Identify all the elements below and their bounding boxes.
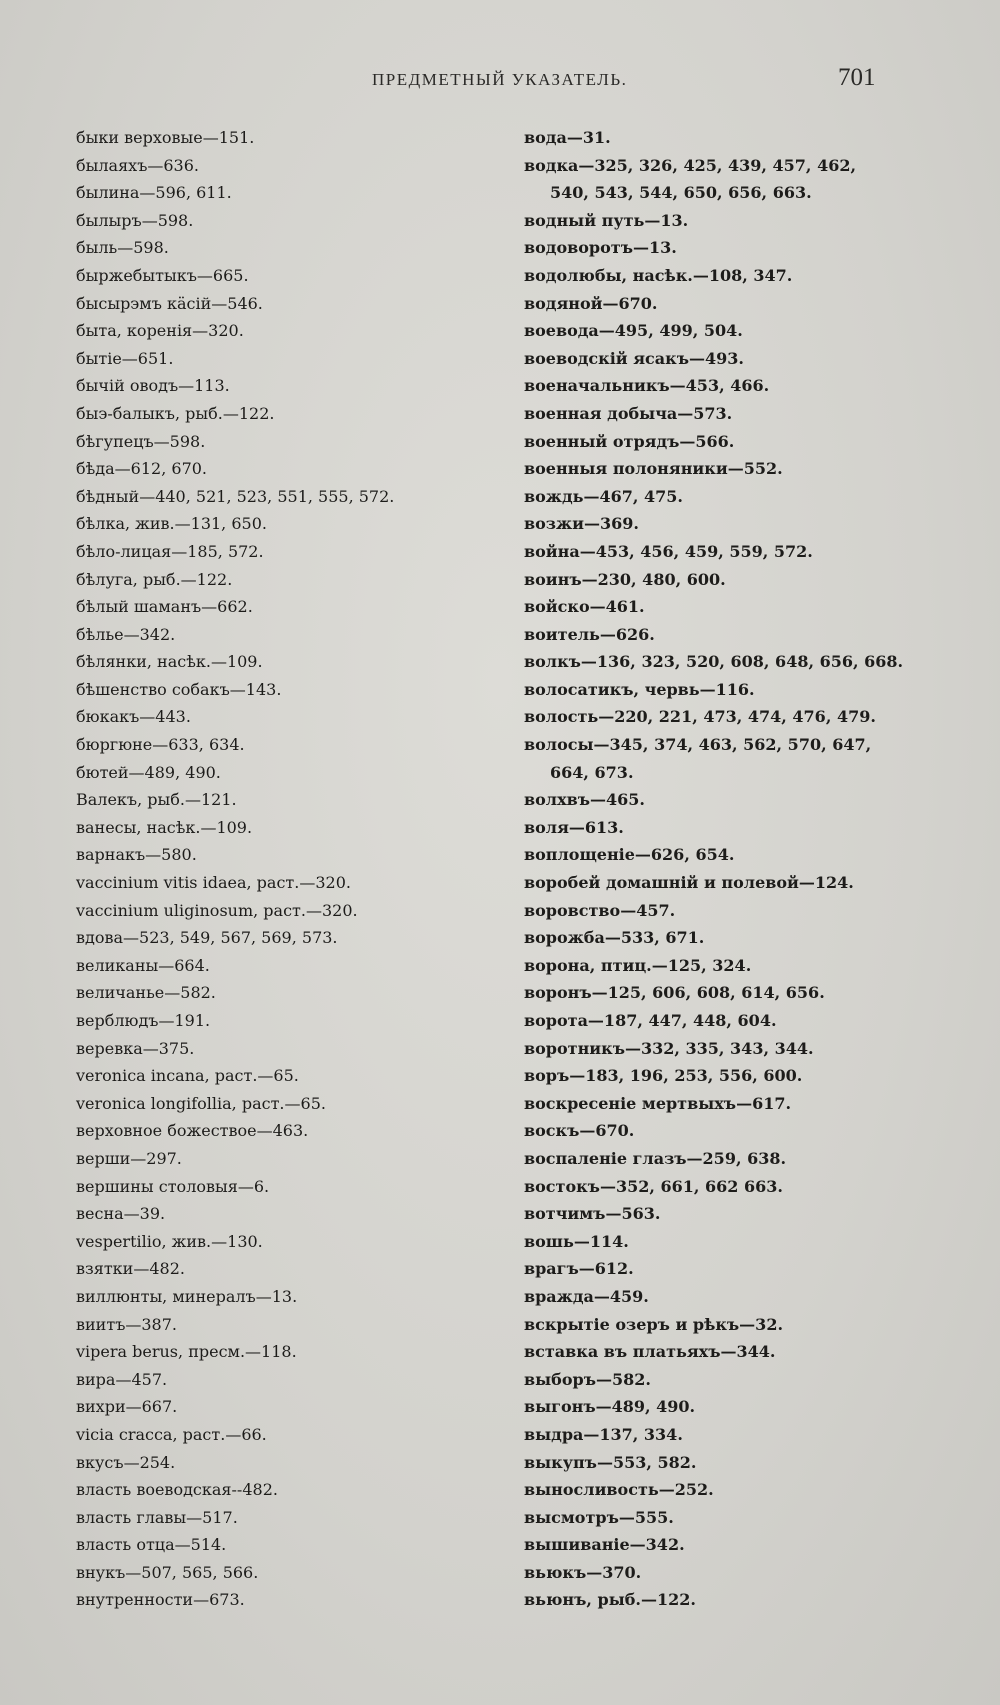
index-entry: бѣлянки, насѣк.—109. bbox=[76, 652, 263, 672]
index-entry: бѣлуга, рыб.—122. bbox=[76, 569, 233, 589]
running-title: ПРЕДМЕТНЫЙ УКАЗАТЕЛЬ. bbox=[372, 70, 628, 89]
index-entry: взятки—482. bbox=[76, 1259, 185, 1279]
index-entry: бюкакъ—443. bbox=[76, 707, 191, 727]
index-entry: ванесы, насѣк.—109. bbox=[76, 817, 253, 837]
index-entry: бѣло-лицая—185, 572. bbox=[76, 541, 264, 561]
index-entry: 540, 543, 544, 650, 656, 663. bbox=[550, 183, 812, 203]
index-entry: водка—325, 326, 425, 439, 457, 462, bbox=[524, 155, 857, 175]
index-entry: волость—220, 221, 473, 474, 476, 479. bbox=[524, 707, 876, 727]
index-entry: варнакъ—580. bbox=[76, 845, 197, 865]
index-entry: воплощенiе—626, 654. bbox=[524, 845, 735, 865]
page-header bbox=[0, 62, 1000, 102]
index-entry: веревка—375. bbox=[76, 1038, 195, 1058]
index-entry: бычiй оводъ—113. bbox=[76, 376, 230, 396]
index-entry: выкупъ—553, 582. bbox=[524, 1452, 697, 1472]
index-entry: вкусъ—254. bbox=[76, 1452, 176, 1472]
index-entry: бютей—489, 490. bbox=[76, 762, 221, 782]
index-entry: вражда—459. bbox=[524, 1286, 649, 1306]
index-entry: волосы—345, 374, 463, 562, 570, 647, bbox=[524, 735, 872, 755]
index-entry: вотчимъ—563. bbox=[524, 1204, 661, 1224]
index-entry: воспаленiе глазъ—259, 638. bbox=[524, 1148, 787, 1168]
index-entry: быэ-балыкъ, рыб.—122. bbox=[76, 403, 275, 423]
index-entry: волкъ—136, 323, 520, 608, 648, 656, 668. bbox=[524, 652, 904, 672]
index-entry: виллюнты, минералъ—13. bbox=[76, 1286, 298, 1306]
index-entry: воскресенiе мертвыхъ—617. bbox=[524, 1093, 792, 1113]
index-entry: Валекъ, рыб.—121. bbox=[76, 790, 237, 810]
index-entry: бюргюне—633, 634. bbox=[76, 735, 245, 755]
index-entry: власть главы—517. bbox=[76, 1507, 238, 1527]
index-entry: вира—457. bbox=[76, 1369, 168, 1389]
index-entry: верблюдъ—191. bbox=[76, 1011, 211, 1030]
index-entry: выборъ—582. bbox=[524, 1369, 651, 1389]
index-entry: водоворотъ—13. bbox=[524, 238, 677, 258]
index-entry: быки верховые—151. bbox=[76, 128, 255, 147]
page-number: 701 bbox=[838, 64, 876, 91]
index-entry: vespertilio, жив.—130. bbox=[76, 1231, 263, 1251]
index-entry: военачальникъ—453, 466. bbox=[524, 376, 770, 396]
index-entry: быржебытыкъ—665. bbox=[76, 265, 249, 285]
index-entry: vicia cracca, раст.—66. bbox=[76, 1424, 267, 1444]
index-entry: вьюкъ—370. bbox=[524, 1562, 642, 1582]
index-entry: бѣда—612, 670. bbox=[76, 459, 208, 479]
index-entry: вскрытiе озеръ и рѣкъ—32. bbox=[524, 1314, 784, 1334]
index-entry: вышиванiе—342. bbox=[524, 1535, 685, 1555]
index-entry: былина—596, 611. bbox=[76, 183, 232, 203]
index-entry: бѣдный—440, 521, 523, 551, 555, 572. bbox=[76, 486, 395, 506]
index-entry: воинъ—230, 480, 600. bbox=[524, 569, 726, 589]
index-entry: врагъ—612. bbox=[524, 1259, 634, 1279]
index-entry: водный путь—13. bbox=[524, 210, 689, 230]
index-entry: война—453, 456, 459, 559, 572. bbox=[524, 541, 813, 561]
index-column-right bbox=[524, 124, 904, 1614]
index-entry: вода—31. bbox=[524, 128, 611, 147]
index-entry: veronica incana, раст.—65. bbox=[76, 1066, 299, 1086]
index-entry: вихри—667. bbox=[76, 1397, 178, 1417]
index-entry: былаяхъ—636. bbox=[76, 155, 199, 175]
index-entry: vaccinium vitis idaea, раст.—320. bbox=[76, 873, 351, 893]
index-entry: бѣшенство собакъ—143. bbox=[76, 679, 282, 699]
index-entry: былыръ—598. bbox=[76, 210, 194, 230]
index-entry: бысырэмъ кäсiй—546. bbox=[76, 293, 263, 313]
index-entry: воля—613. bbox=[524, 817, 624, 837]
index-entry: войско—461. bbox=[524, 597, 645, 617]
index-entry: воротникъ—332, 335, 343, 344. bbox=[524, 1038, 814, 1058]
index-entry: 664, 673. bbox=[550, 762, 634, 782]
index-entry: востокъ—352, 661, 662 663. bbox=[524, 1176, 783, 1196]
index-entry: вершины столовыя—6. bbox=[76, 1176, 270, 1196]
index-entry: выдра—137, 334. bbox=[524, 1424, 683, 1444]
index-entry: ворожба—533, 671. bbox=[524, 928, 705, 948]
index-entry: выносливость—252. bbox=[524, 1480, 714, 1500]
index-entry: верши—297. bbox=[76, 1148, 182, 1168]
index-entry: veronica longifollia, раст.—65. bbox=[76, 1093, 326, 1113]
index-entry: водяной—670. bbox=[524, 293, 658, 313]
index-entry: волосатикъ, червь—116. bbox=[524, 679, 755, 699]
index-entry: воровство—457. bbox=[524, 900, 676, 920]
index-entry: возжи—369. bbox=[524, 514, 639, 534]
index-entry: величанье—582. bbox=[76, 983, 216, 1003]
index-entry: волхвъ—465. bbox=[524, 790, 645, 810]
index-entry: vaccinium uliginosum, раст.—320. bbox=[76, 900, 358, 920]
index-entry: высмотръ—555. bbox=[524, 1507, 674, 1527]
index-entry: ворона, птиц.—125, 324. bbox=[524, 955, 752, 975]
index-entry: воскъ—670. bbox=[524, 1121, 635, 1141]
index-entry: бѣлый шаманъ—662. bbox=[76, 597, 253, 617]
index-entry: выгонъ—489, 490. bbox=[524, 1397, 696, 1417]
index-entry: бытiе—651. bbox=[76, 348, 174, 368]
index-entry: vipera berus, пресм.—118. bbox=[76, 1342, 297, 1362]
index-entry: вошь—114. bbox=[524, 1231, 629, 1251]
index-entry: великаны—664. bbox=[76, 955, 210, 975]
index-entry: внукъ—507, 565, 566. bbox=[76, 1562, 259, 1582]
index-entry: верховное божествое—463. bbox=[76, 1121, 309, 1141]
index-entry: бѣлка, жив.—131, 650. bbox=[76, 514, 267, 534]
index-entry: бѣлье—342. bbox=[76, 624, 176, 644]
index-entry: ворота—187, 447, 448, 604. bbox=[524, 1011, 777, 1030]
index-entry: власть воеводская--482. bbox=[76, 1480, 278, 1500]
index-entry: военный отрядъ—566. bbox=[524, 431, 735, 451]
index-entry: виитъ—387. bbox=[76, 1314, 177, 1334]
index-entry: вьюнъ, рыб.—122. bbox=[524, 1590, 696, 1610]
index-entry: воронъ—125, 606, 608, 614, 656. bbox=[524, 983, 825, 1003]
index-entry: весна—39. bbox=[76, 1204, 166, 1224]
index-entry: воевода—495, 499, 504. bbox=[524, 321, 743, 341]
index-entry: быта, коренiя—320. bbox=[76, 321, 244, 341]
index-entry: вдова—523, 549, 567, 569, 573. bbox=[76, 928, 338, 948]
index-entry: воробей домашнiй и полевой—124. bbox=[524, 873, 854, 893]
index-entry: бѣгупецъ—598. bbox=[76, 431, 206, 451]
index-entry: воръ—183, 196, 253, 556, 600. bbox=[524, 1066, 803, 1086]
index-entry: военная добыча—573. bbox=[524, 403, 733, 423]
index-entry: воеводскiй ясакъ—493. bbox=[524, 348, 744, 368]
index-column-left bbox=[76, 124, 516, 1614]
index-entry: власть отца—514. bbox=[76, 1535, 227, 1555]
index-entry: воитель—626. bbox=[524, 624, 655, 644]
index-entry: военныя полоняники—552. bbox=[524, 459, 783, 479]
index-entry: вождь—467, 475. bbox=[524, 486, 683, 506]
index-entry: внутренности—673. bbox=[76, 1590, 245, 1610]
index-entry: быль—598. bbox=[76, 238, 169, 258]
index-entry: вставка въ платьяхъ—344. bbox=[524, 1342, 776, 1362]
index-entry: водолюбы, насѣк.—108, 347. bbox=[524, 265, 793, 285]
